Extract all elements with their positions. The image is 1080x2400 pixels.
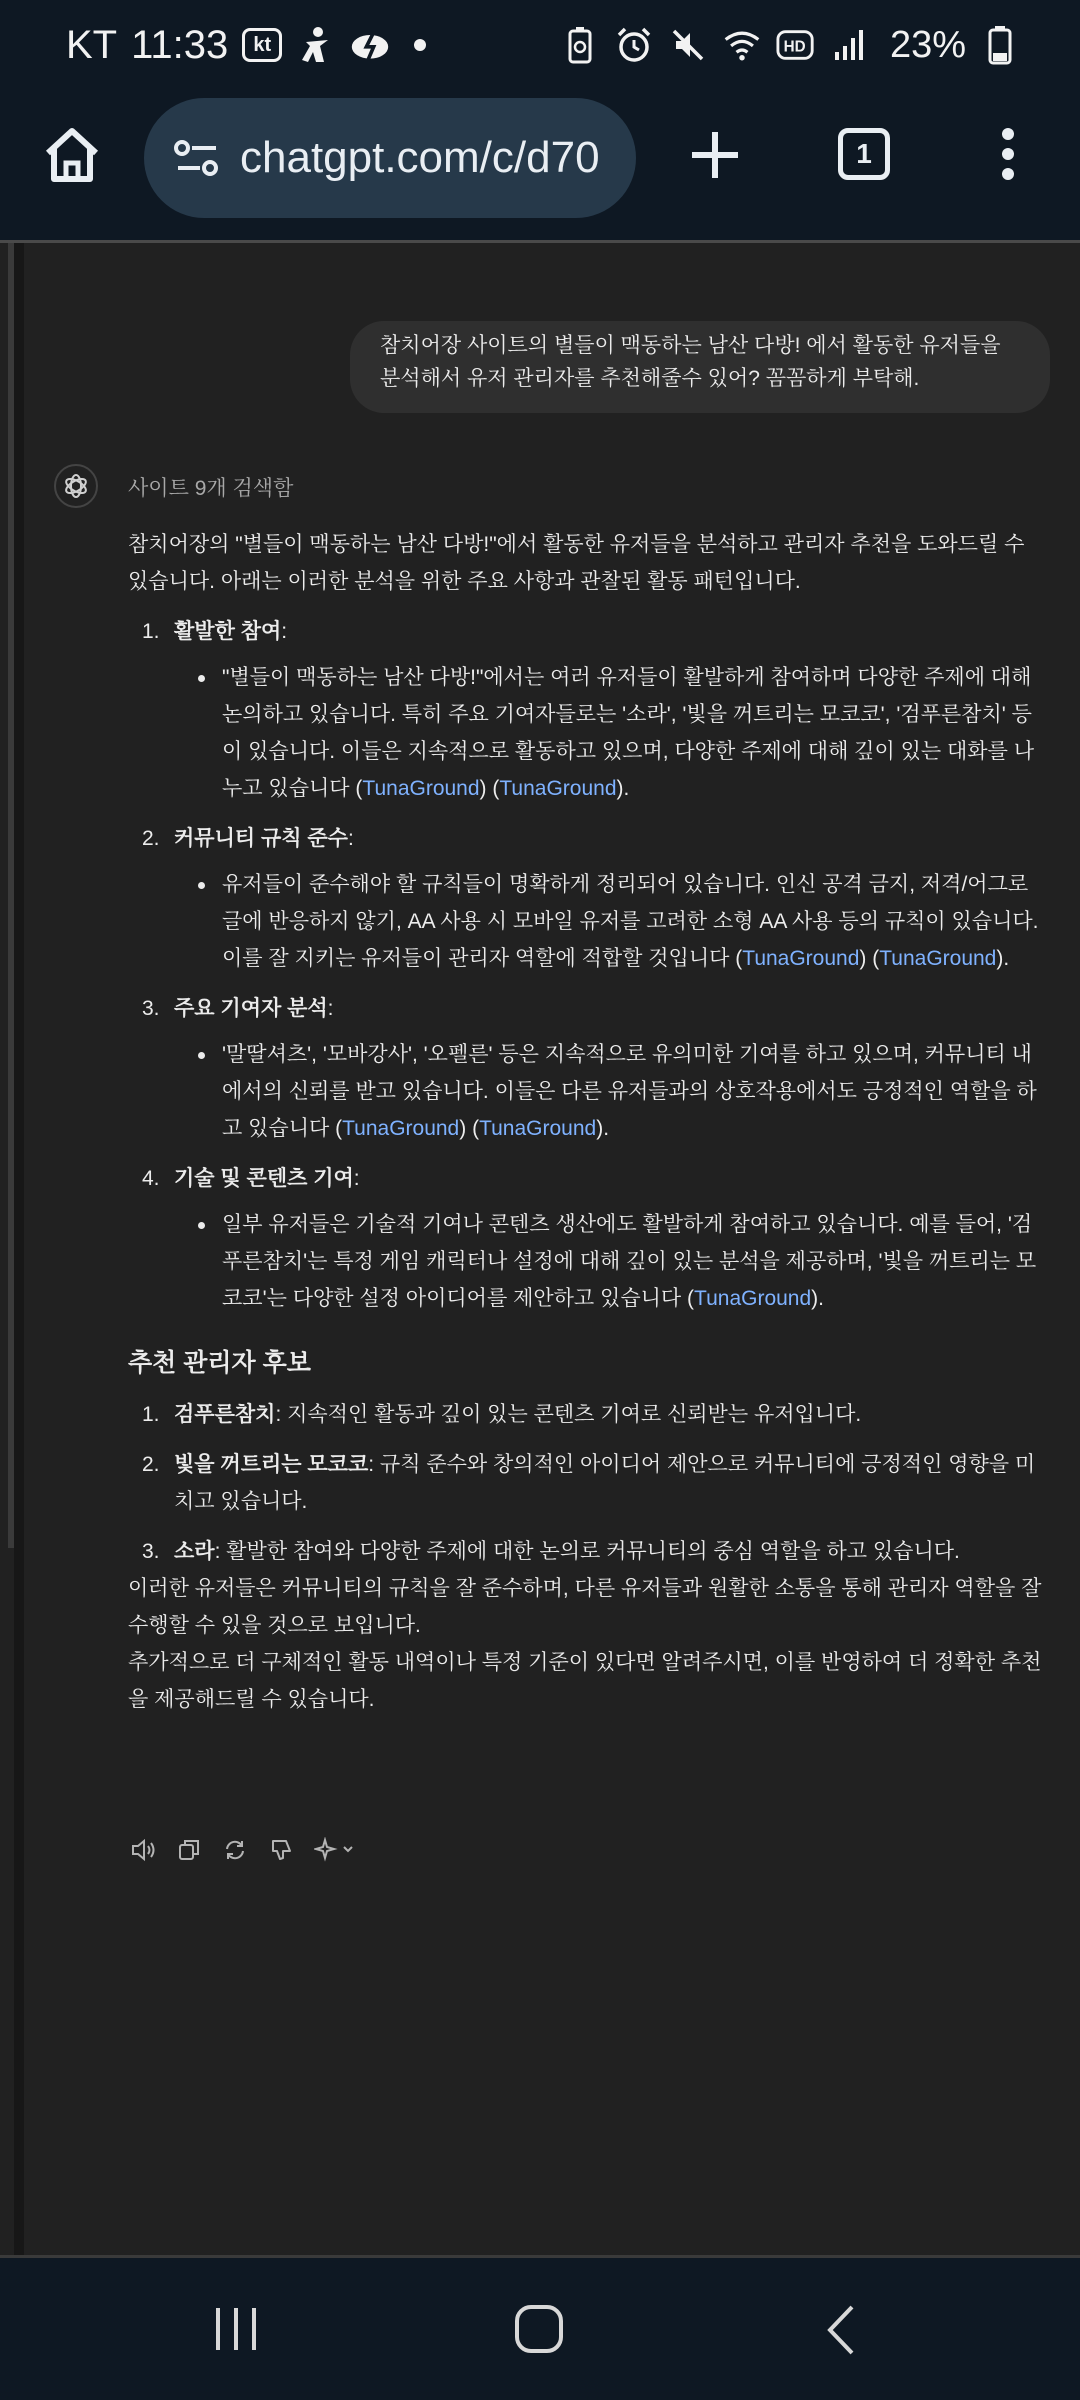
user-message-bubble: 참치어장 사이트의 별들이 맥동하는 남산 다방! 에서 활동한 유저들을 분석해서 유저 관리자를 추천해줄수 있어? 꼼꼼하게 부탁해. — [350, 321, 1050, 413]
candidate-name: 검푸른참치 — [174, 1403, 276, 1426]
citation-link[interactable]: TunaGround — [362, 777, 480, 800]
chat-content[interactable] — [0, 243, 1080, 2255]
new-tab-icon[interactable] — [688, 128, 742, 182]
citation-paren: ) ( — [859, 947, 880, 970]
item-number: 4. — [142, 1167, 160, 1190]
item-colon: : — [347, 827, 354, 850]
item-colon: : — [327, 997, 334, 1020]
clock: 11:33 — [131, 22, 229, 67]
hd-icon — [776, 25, 816, 65]
candidate-item — [128, 1446, 1048, 1520]
more-options-icon[interactable] — [996, 124, 1020, 184]
item-number: 3. — [142, 1540, 160, 1563]
citation-link[interactable]: TunaGround — [479, 1117, 597, 1140]
bullet-text: "별들이 맥동하는 남산 다방!"에서는 여러 유저들이 활발하게 참여하며 다양한 주제에 대해 논의하고 있습니다. 특히 주요 기여자들로는 '소라', '빛을 꺼트리는 모코코', '검푸른참치' 등이 있습니다. 이들은 지속적으로 활동하고 있으며, 다양한 주제에 대해 깊이 있는 대화를 나누고 있습니다 — [222, 666, 1034, 800]
side-gutter — [14, 243, 24, 2255]
citation-paren: ( — [355, 777, 363, 800]
list-item — [128, 990, 1048, 1027]
accessibility-icon — [296, 25, 336, 65]
item-colon: : — [281, 620, 288, 643]
chatgpt-logo-icon — [54, 464, 98, 508]
bullet-item — [128, 659, 1048, 807]
message-actions — [130, 1837, 340, 1863]
tab-switcher-button[interactable]: 1 — [838, 128, 890, 180]
svg-text:HD: HD — [783, 38, 806, 56]
status-bar — [0, 0, 1080, 90]
thumbs-down-icon[interactable] — [268, 1837, 294, 1863]
answer-followup: 추가적으로 더 구체적인 활동 내역이나 특정 기준이 있다면 알려주시면, 이를 반영하여 더 정확한 추천을 제공해드릴 수 있습니다. — [128, 1651, 1042, 1711]
kt-badge-icon: kt — [242, 28, 282, 62]
recommend-heading: 추천 관리자 후보 — [128, 1349, 311, 1377]
scroll-indicator[interactable] — [8, 243, 14, 1548]
status-right — [560, 24, 1020, 67]
item-number: 3. — [142, 997, 160, 1020]
mute-icon — [668, 25, 708, 65]
weather-icon — [350, 25, 390, 65]
analysis-list — [128, 613, 1048, 1317]
citation-link[interactable]: TunaGround — [499, 777, 617, 800]
address-bar[interactable] — [144, 98, 636, 218]
regenerate-icon[interactable] — [222, 1837, 248, 1863]
back-icon[interactable] — [826, 2304, 856, 2356]
answer-intro: 참치어장의 "별들이 맥동하는 남산 다방!"에서 활동한 유저들을 분석하고 관리자 추천을 도와드릴 수 있습니다. 아래는 이러한 분석을 위한 주요 사항과 관찰된 활동 패턴입니다. — [128, 533, 1025, 593]
citation-paren: ). — [616, 777, 630, 800]
citation-link[interactable]: TunaGround — [742, 947, 860, 970]
candidate-item — [128, 1533, 1048, 1570]
item-number: 2. — [142, 1453, 160, 1476]
item-title: 활발한 참여 — [174, 620, 282, 643]
citation-paren: ( — [687, 1287, 695, 1310]
read-aloud-icon[interactable] — [130, 1837, 156, 1863]
citation-link[interactable]: TunaGround — [879, 947, 997, 970]
citation-paren: ( — [335, 1117, 343, 1140]
candidate-name: 소라 — [174, 1540, 215, 1563]
citation-paren: ( — [735, 947, 743, 970]
candidate-item — [128, 1396, 1048, 1433]
bullet-item — [128, 1206, 1048, 1317]
item-title: 주요 기여자 분석 — [174, 997, 328, 1020]
item-title: 커뮤니티 규칙 준수 — [174, 827, 348, 850]
home-icon[interactable] — [40, 123, 104, 187]
bullet-text: 일부 유저들은 기술적 기여나 콘텐츠 생산에도 활발하게 참여하고 있습니다. 예를 들어, '검푸른참치'는 특정 게임 캐릭터나 설정에 대해 깊이 있는 분석을 제공하며, '빛을 꺼트리는 모코코'는 다양한 설정 아이디어를 제안하고 있습니다 — [222, 1213, 1037, 1310]
signal-icon — [830, 25, 870, 65]
candidate-list — [128, 1396, 1048, 1570]
candidate-name: 빛을 꺼트리는 모코코 — [174, 1453, 369, 1476]
battery-percent: 23% — [889, 23, 966, 66]
item-colon: : — [353, 1167, 360, 1190]
system-navigation-bar — [0, 2258, 1080, 2400]
dot-icon — [414, 39, 426, 51]
citation-link[interactable]: TunaGround — [342, 1117, 460, 1140]
citation-link[interactable]: TunaGround — [694, 1287, 812, 1310]
battery-icon — [980, 25, 1020, 65]
citation-paren: ) ( — [479, 777, 500, 800]
site-settings-icon[interactable] — [172, 133, 222, 183]
recent-apps-icon[interactable] — [212, 2306, 260, 2352]
search-status[interactable]: 사이트 9개 검색함 — [128, 477, 294, 500]
carrier-label: KT — [66, 22, 118, 67]
list-item — [128, 613, 1048, 650]
item-title: 기술 및 콘텐츠 기여 — [174, 1167, 354, 1190]
citation-paren: ) ( — [459, 1117, 480, 1140]
battery-saver-icon — [560, 25, 600, 65]
item-number: 1. — [142, 620, 160, 643]
bullet-text: '말딸셔츠', '모바강사', '오펠른' 등은 지속적으로 유의미한 기여를 하고 있으며, 커뮤니티 내에서의 신뢰를 받고 있습니다. 이들은 다른 유저들과의 상호작용에서도 긍정적인 역할을 하고 있습니다 — [222, 1043, 1037, 1140]
home-button-icon[interactable] — [514, 2304, 564, 2354]
citation-paren: ). — [596, 1117, 610, 1140]
answer-conclusion: 이러한 유저들은 커뮤니티의 규칙을 잘 준수하며, 다른 유저들과 원활한 소통을 통해 관리자 역할을 잘 수행할 수 있을 것으로 보입니다. — [128, 1577, 1042, 1637]
url-text[interactable]: chatgpt.com/c/d70 — [240, 133, 600, 182]
citation-paren: ). — [996, 947, 1010, 970]
copy-icon[interactable] — [176, 1837, 202, 1863]
assistant-answer — [128, 526, 1048, 1718]
status-left — [66, 23, 426, 68]
model-switch-icon[interactable] — [314, 1837, 340, 1863]
candidate-desc: : 활발한 참여와 다양한 주제에 대한 논의로 커뮤니티의 중심 역할을 하고 있습니다. — [214, 1540, 960, 1563]
bullet-text: 유저들이 준수해야 할 규칙들이 명확하게 정리되어 있습니다. 인신 공격 금지, 저격/어그로 글에 반응하지 않기, AA 사용 시 모바일 유저를 고려한 소형 AA 사용 등의 규칙이 있습니다. 이를 잘 지키는 유저들이 관리자 역할에 적합할 것입니다 — [222, 873, 1039, 970]
bullet-item — [128, 1036, 1048, 1147]
citation-paren: ). — [811, 1287, 824, 1310]
bullet-item — [128, 866, 1048, 977]
candidate-desc: : 지속적인 활동과 깊이 있는 콘텐츠 기여로 신뢰받는 유저입니다. — [275, 1403, 862, 1426]
alarm-icon — [614, 25, 654, 65]
item-number: 2. — [142, 827, 160, 850]
list-item — [128, 820, 1048, 857]
candidate-desc: : 규칙 준수와 창의적인 아이디어 제안으로 커뮤니티에 긍정적인 영향을 미치고 있습니다. — [174, 1453, 1036, 1513]
browser-toolbar — [0, 90, 1080, 240]
item-number: 1. — [142, 1403, 160, 1426]
list-item — [128, 1160, 1048, 1197]
wifi-icon — [722, 25, 762, 65]
